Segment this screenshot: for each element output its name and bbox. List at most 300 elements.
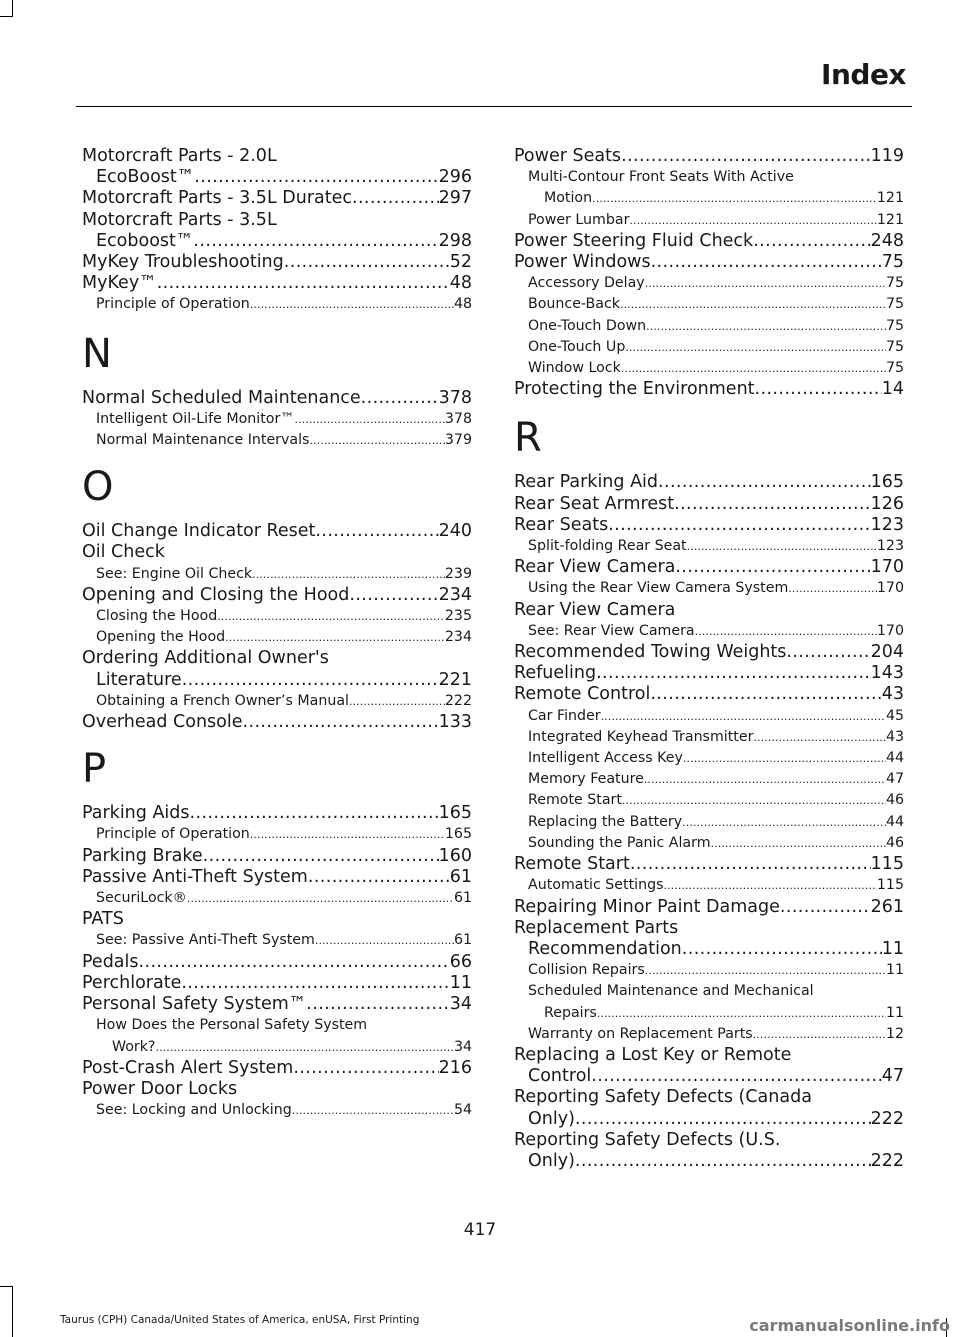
- index-entry-line: [82, 670, 472, 691]
- index-entry-line: [514, 790, 904, 811]
- index-entry-line: [82, 952, 472, 973]
- index-entry-line: [82, 1015, 472, 1036]
- leader-dots: [243, 712, 439, 733]
- leader-dots: [629, 210, 877, 231]
- leader-dots: [284, 252, 450, 273]
- index-page-ref: 239: [444, 565, 472, 582]
- index-entry-label: Memory Feature: [528, 771, 644, 788]
- index-page-ref: 52: [449, 252, 472, 273]
- index-entry: [82, 1079, 472, 1100]
- index-entry-line: [514, 1024, 904, 1045]
- index-page-ref: 44: [885, 813, 904, 830]
- index-entry-line: [514, 494, 904, 515]
- index-subentry: [514, 337, 904, 358]
- leader-dots: [621, 358, 886, 379]
- index-subentry: [82, 294, 472, 315]
- index-entry-label: One-Touch Down: [528, 317, 647, 334]
- leader-dots: [139, 952, 450, 973]
- index-subentry: [514, 748, 904, 769]
- leader-dots: [788, 578, 877, 599]
- index-entry-line: [514, 294, 904, 315]
- index-entry-line: [514, 337, 904, 358]
- index-page-ref: 66: [449, 951, 472, 972]
- leader-dots: [575, 1109, 871, 1130]
- index-page-ref: 234: [438, 584, 472, 605]
- index-section-letter: P: [82, 746, 107, 793]
- index-entry-label: Normal Maintenance Intervals: [96, 432, 310, 449]
- index-page-ref: 222: [870, 1150, 904, 1171]
- index-entry-line: [514, 663, 904, 684]
- index-entry-label: Parking Brake: [82, 845, 203, 866]
- index-entry-line: [82, 188, 472, 209]
- index-subentry: [82, 430, 472, 451]
- index-entry-label: Remote Control: [514, 684, 651, 705]
- index-subentry: [82, 1015, 472, 1057]
- index-page-ref: 75: [885, 338, 904, 355]
- index-entry: [82, 994, 472, 1015]
- header-rule: [76, 106, 912, 107]
- leader-dots: [294, 409, 444, 430]
- index-page-ref: 11: [449, 972, 472, 993]
- index-page-ref: 204: [870, 642, 904, 663]
- leader-dots: [194, 167, 438, 188]
- index-entry: [82, 648, 472, 690]
- leader-dots: [155, 1037, 453, 1058]
- index-entry-line: [82, 627, 472, 648]
- index-subentry: [514, 1024, 904, 1045]
- index-subentry: [82, 888, 472, 909]
- index-entry-line: [82, 648, 472, 669]
- index-page-ref: 61: [453, 890, 472, 907]
- index-entry: [514, 1130, 904, 1172]
- index-page-ref: 170: [870, 557, 904, 578]
- leader-dots: [597, 1003, 886, 1024]
- leader-dots: [309, 430, 444, 451]
- index-entry-line: [82, 691, 472, 712]
- page-number: 417: [463, 1220, 497, 1240]
- index-entry-line: [82, 146, 472, 167]
- index-entry-label: Remote Start: [514, 854, 630, 875]
- leader-dots: [608, 515, 870, 536]
- leader-dots: [193, 231, 438, 252]
- footer-text: Taurus (CPH) Canada/United States of America, enUSA, First Printing: [60, 1314, 420, 1326]
- index-page-ref: 46: [885, 834, 904, 851]
- leader-dots: [349, 691, 445, 712]
- index-entry-line: [82, 564, 472, 585]
- index-entry: [514, 1045, 904, 1087]
- index-column-left: [82, 146, 472, 1121]
- crop-mark-bottom-left-v: [12, 1286, 13, 1337]
- index-entry-line: [514, 231, 904, 252]
- index-page-ref: 61: [453, 932, 472, 949]
- leader-dots: [651, 252, 882, 273]
- index-entry-line: [82, 273, 472, 294]
- index-entry: [514, 557, 904, 578]
- index-page-ref: 126: [870, 493, 904, 514]
- index-entry-label: Intelligent Access Key: [528, 750, 683, 767]
- leader-dots: [663, 875, 876, 896]
- leader-dots: [203, 846, 439, 867]
- index-page-ref: 378: [444, 410, 472, 427]
- index-page-ref: 61: [449, 866, 472, 887]
- index-entry-label: Integrated Keyhead Transmitter: [528, 728, 754, 745]
- index-entry-label: Split-folding Rear Seat: [528, 538, 687, 555]
- index-entry-label: Pedals: [82, 951, 139, 972]
- leader-dots: [687, 536, 877, 557]
- index-subentry: [514, 536, 904, 557]
- index-subentry: [82, 627, 472, 648]
- index-entry-label: Protecting the Environment: [514, 379, 755, 400]
- index-page-ref: 43: [885, 728, 904, 745]
- leader-dots: [646, 316, 886, 337]
- index-page-ref: 47: [881, 1066, 904, 1087]
- index-entry-line: [514, 316, 904, 337]
- index-entry: [514, 472, 904, 493]
- index-page-ref: 222: [444, 692, 472, 709]
- index-entry: [82, 712, 472, 733]
- index-entry-label: One-Touch Up: [528, 338, 626, 355]
- leader-dots: [625, 337, 886, 358]
- leader-dots: [306, 994, 449, 1015]
- index-entry-line: [514, 875, 904, 896]
- leader-dots: [225, 627, 445, 648]
- index-page-ref: 296: [438, 167, 472, 188]
- index-page-ref: 221: [438, 669, 472, 690]
- leader-dots: [753, 727, 886, 748]
- index-entry: [514, 1087, 904, 1129]
- index-entry-label: Opening the Hood: [96, 629, 226, 646]
- index-entry-line: [514, 918, 904, 939]
- leader-dots: [644, 769, 886, 790]
- index-entry-line: [514, 1087, 904, 1108]
- index-entry: [514, 379, 904, 400]
- index-subentry: [514, 769, 904, 790]
- leader-dots: [658, 472, 871, 493]
- index-subentry: [514, 316, 904, 337]
- index-entry: [514, 854, 904, 875]
- index-entry-label: EcoBoost™: [96, 167, 195, 188]
- index-entry-label: Power Steering Fluid Check: [514, 230, 754, 251]
- leader-dots: [630, 854, 871, 875]
- index-entry: [82, 973, 472, 994]
- index-entry: [82, 867, 472, 888]
- index-page-ref: 170: [876, 580, 904, 597]
- index-page-ref: 75: [885, 317, 904, 334]
- index-entry-label: Power Lumbar: [528, 211, 630, 228]
- index-section-letter: N: [82, 330, 112, 377]
- index-entry-line: [514, 642, 904, 663]
- index-page-ref: 11: [885, 962, 904, 979]
- index-entry-label: MyKey™: [82, 273, 157, 294]
- index-entry-label: Replacement Parts: [514, 917, 679, 938]
- index-entry-label: MyKey Troubleshooting: [82, 252, 284, 273]
- index-subentry: [514, 981, 904, 1023]
- index-entry: [82, 188, 472, 209]
- index-page-ref: 123: [870, 514, 904, 535]
- index-entry-label: Parking Aids: [82, 803, 190, 824]
- index-entry-label: Motorcraft Parts - 2.0L: [82, 146, 277, 166]
- index-entry-line: [514, 833, 904, 854]
- index-entry-line: [82, 521, 472, 542]
- index-subentry: [82, 691, 472, 712]
- index-entry-label: Motion: [544, 190, 593, 207]
- index-entry: [514, 231, 904, 252]
- index-entry-line: [514, 273, 904, 294]
- leader-dots: [596, 663, 871, 684]
- leader-dots: [675, 557, 870, 578]
- index-entry: [514, 515, 904, 536]
- index-subentry: [82, 824, 472, 845]
- index-entry-label: Only): [528, 1108, 575, 1129]
- leader-dots: [682, 939, 882, 960]
- index-entry-label: SecuriLock®: [96, 890, 187, 907]
- leader-dots: [620, 294, 886, 315]
- index-subentry: [514, 706, 904, 727]
- index-entry-label: Normal Scheduled Maintenance: [82, 387, 361, 408]
- index-page-ref: 165: [444, 826, 472, 843]
- index-page-ref: 133: [438, 712, 472, 733]
- index-entry-label: Using the Rear View Camera System: [528, 580, 789, 597]
- leader-dots: [645, 960, 886, 981]
- index-entry: [82, 521, 472, 542]
- index-page-ref: 248: [870, 230, 904, 251]
- index-entry-label: Remote Start: [528, 792, 622, 809]
- index-entry-line: [514, 1066, 904, 1087]
- index-entry-line: [82, 712, 472, 733]
- leader-dots: [361, 388, 439, 409]
- index-page-ref: 115: [876, 877, 904, 894]
- index-entry-label: Intelligent Oil-Life Monitor™: [96, 410, 295, 427]
- watermark: carmanualsonline.info: [749, 1316, 950, 1335]
- index-entry: [82, 388, 472, 409]
- index-entry-label: Rear View Camera: [514, 599, 676, 620]
- index-entry-line: [82, 930, 472, 951]
- index-entry-line: [514, 684, 904, 705]
- index-entry-line: [82, 542, 472, 563]
- index-entry-line: [82, 388, 472, 409]
- index-entry-line: [514, 600, 904, 621]
- index-page-ref: 115: [870, 854, 904, 875]
- index-entry-line: [514, 536, 904, 557]
- index-entry-label: See: Locking and Unlocking: [96, 1102, 292, 1119]
- index-entry-label: Oil Change Indicator Reset: [82, 521, 316, 542]
- index-entry-label: Obtaining a French Owner’s Manual: [96, 692, 349, 709]
- index-entry-label: Reporting Safety Defects (U.S.: [514, 1129, 781, 1150]
- leader-dots: [315, 521, 438, 542]
- leader-dots: [622, 790, 886, 811]
- index-entry-line: [514, 167, 904, 188]
- index-entry-label: See: Passive Anti-Theft System: [96, 932, 315, 949]
- index-entry-label: Control: [528, 1066, 592, 1087]
- index-entry-label: Replacing a Lost Key or Remote: [514, 1044, 792, 1065]
- index-entry-line: [514, 769, 904, 790]
- index-page-ref: 75: [881, 252, 904, 273]
- index-entry-label: Collision Repairs: [528, 962, 645, 979]
- index-page-ref: 160: [438, 845, 472, 866]
- index-page-ref: 75: [885, 360, 904, 377]
- index-entry-line: [82, 430, 472, 451]
- index-entry-label: Literature: [96, 669, 182, 690]
- index-entry-label: Ecoboost™: [96, 230, 194, 251]
- index-entry-label: Rear Parking Aid: [514, 472, 659, 493]
- index-entry-line: [514, 252, 904, 273]
- index-page-ref: 121: [876, 211, 904, 228]
- index-entry-label: Power Windows: [514, 252, 651, 273]
- leader-dots: [780, 897, 871, 918]
- index-entry-line: [514, 379, 904, 400]
- index-entry-label: Reporting Safety Defects (Canada: [514, 1087, 812, 1108]
- index-entry-label: Power Seats: [514, 146, 622, 166]
- index-entry-line: [82, 606, 472, 627]
- index-entry-line: [82, 1058, 472, 1079]
- leader-dots: [601, 706, 886, 727]
- index-subentry: [514, 727, 904, 748]
- index-entry-line: [514, 557, 904, 578]
- index-entry-label: Car Finder: [528, 707, 601, 724]
- index-subentry: [82, 1100, 472, 1121]
- index-entry-line: [82, 409, 472, 430]
- index-column-right: [514, 146, 904, 1172]
- index-subentry: [514, 210, 904, 231]
- index-entry-line: [514, 727, 904, 748]
- index-entry: [82, 585, 472, 606]
- index-entry-line: [82, 252, 472, 273]
- index-entry: [514, 663, 904, 684]
- index-entry-label: Recommended Towing Weights: [514, 642, 787, 663]
- leader-dots: [645, 273, 886, 294]
- index-entry-label: Recommendation: [528, 938, 682, 959]
- index-subentry: [82, 564, 472, 585]
- index-entry: [82, 146, 472, 188]
- leader-dots: [217, 606, 445, 627]
- index-subentry: [514, 833, 904, 854]
- index-entry-label: Accessory Delay: [528, 275, 645, 292]
- index-page-ref: 234: [444, 629, 472, 646]
- index-page-ref: 222: [870, 1108, 904, 1129]
- index-entry-line: [82, 867, 472, 888]
- index-entry-line: [514, 960, 904, 981]
- index-entry-label: Multi-Contour Front Seats With Active: [528, 169, 794, 186]
- index-page-ref: 240: [438, 521, 472, 542]
- index-page-ref: 44: [885, 750, 904, 767]
- index-entry-line: [82, 167, 472, 188]
- index-entry: [514, 642, 904, 663]
- index-entry-line: [82, 585, 472, 606]
- index-entry: [82, 252, 472, 273]
- leader-dots: [349, 585, 438, 606]
- index-entry-line: [514, 1003, 904, 1024]
- index-entry-label: Perchlorate: [82, 972, 182, 993]
- index-entry-line: [514, 939, 904, 960]
- index-entry-line: [514, 188, 904, 209]
- index-page-ref: 34: [449, 994, 472, 1015]
- page-title: Index: [821, 58, 906, 91]
- index-entry: [82, 952, 472, 973]
- index-subentry: [514, 960, 904, 981]
- index-page-ref: 119: [870, 146, 904, 166]
- index-entry-label: Personal Safety System™: [82, 994, 307, 1015]
- index-page-ref: 121: [876, 190, 904, 207]
- index-entry-line: [82, 294, 472, 315]
- index-entry-line: [82, 846, 472, 867]
- index-entry-line: [514, 578, 904, 599]
- index-entry: [82, 846, 472, 867]
- index-entry-line: [82, 824, 472, 845]
- index-entry-label: Power Door Locks: [82, 1078, 238, 1099]
- index-entry-label: Ordering Additional Owner's: [82, 648, 329, 669]
- leader-dots: [187, 888, 454, 909]
- leader-dots: [753, 1024, 886, 1045]
- index-entry-line: [82, 231, 472, 252]
- leader-dots: [315, 930, 454, 951]
- index-page-ref: 297: [438, 188, 472, 209]
- index-page-ref: 170: [876, 622, 904, 639]
- leader-dots: [786, 642, 870, 663]
- index-entry: [82, 210, 472, 252]
- leader-dots: [308, 867, 450, 888]
- crop-mark-top-left-h: [0, 16, 13, 17]
- index-page-ref: 298: [438, 230, 472, 251]
- index-entry: [82, 273, 472, 294]
- index-entry-label: Rear Seat Armrest: [514, 493, 675, 514]
- index-entry: [514, 146, 904, 167]
- index-page-ref: 48: [449, 273, 472, 294]
- leader-dots: [190, 803, 439, 824]
- index-page-ref: 261: [870, 896, 904, 917]
- index-page-ref: 143: [870, 663, 904, 684]
- index-subentry: [82, 409, 472, 430]
- crop-mark-top-left-v: [12, 0, 13, 16]
- index-entry: [514, 684, 904, 705]
- leader-dots: [157, 273, 450, 294]
- leader-dots: [621, 146, 871, 167]
- index-entry-label: Only): [528, 1150, 575, 1171]
- leader-dots: [252, 564, 445, 585]
- index-entry-line: [514, 515, 904, 536]
- index-entry-label: Sounding the Panic Alarm: [528, 834, 711, 851]
- index-page-ref: 48: [453, 296, 472, 313]
- index-page-ref: 47: [885, 771, 904, 788]
- index-page-ref: 165: [870, 472, 904, 493]
- index-entry-label: Replacing the Battery: [528, 813, 683, 830]
- index-subentry: [82, 606, 472, 627]
- index-entry-label: Work?: [112, 1038, 156, 1055]
- index-entry: [514, 494, 904, 515]
- index-entry-line: [82, 1037, 472, 1058]
- index-entry-line: [82, 210, 472, 231]
- index-entry-line: [82, 973, 472, 994]
- index-page-ref: 14: [881, 379, 904, 400]
- index-entry-line: [514, 358, 904, 379]
- index-entry-label: Repairing Minor Paint Damage: [514, 896, 780, 917]
- index-entry-label: See: Rear View Camera: [528, 622, 695, 639]
- index-entry-label: Oil Check: [82, 542, 165, 563]
- index-entry-line: [514, 146, 904, 167]
- index-subentry: [514, 358, 904, 379]
- leader-dots: [352, 188, 439, 209]
- index-entry-line: [514, 1151, 904, 1172]
- index-entry-line: [514, 1045, 904, 1066]
- index-subentry: [514, 294, 904, 315]
- index-page-ref: 34: [453, 1038, 472, 1055]
- index-entry: [82, 909, 472, 930]
- leader-dots: [755, 379, 882, 400]
- index-page-ref: 12: [885, 1025, 904, 1042]
- index-subentry: [514, 875, 904, 896]
- index-entry-label: Opening and Closing the Hood: [82, 584, 350, 605]
- leader-dots: [293, 1058, 438, 1079]
- index-subentry: [514, 790, 904, 811]
